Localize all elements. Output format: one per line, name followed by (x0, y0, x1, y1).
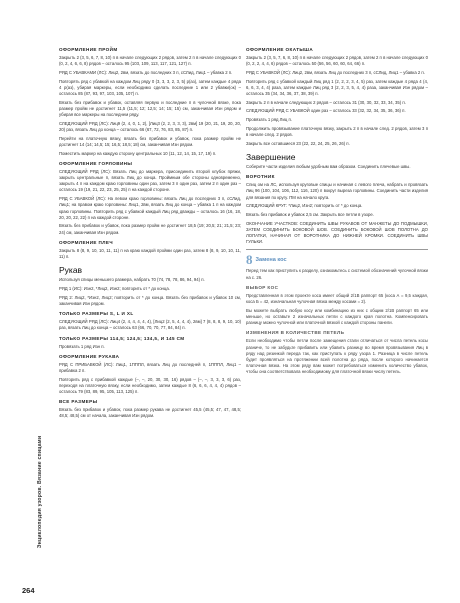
instruction-paragraph: Вы можете выбрать любую косу или комбинацию из них с общим 2/1В раппорт 65 или меньше, но оставьте 2 изначальных петли с каждого края полотна. Компенсировать разницу можно чулочной или платочной вязкой с каждой стороны панели. (246, 307, 428, 326)
section-heading: ОФОРМЛЕНИЕ ОКАТЫША (246, 47, 314, 52)
instruction-paragraph: Повторять ряд с убавкой на каждом Лиц ряду 0 (3, 3, 3, 2, 3, 5) р(аз), затем каждые 4 ряда 4 р(аз), убирая маркеры, если необходимо сделать последние 1 или 2 убавки(ок) – осталось 85 (87, 93, 97, 103, 105, 107) п. (59, 78, 241, 97)
instruction-paragraph: РЯД С УБАВКОЙ (ЛС): Лиц2, 2вм, вязать Лиц до последних 3 п, сСЛид, Лиц1 – убавка 2 п. (246, 69, 425, 75)
instruction-paragraph: СЛЕДУЮЩИЙ РЯД (ЛС): Лиц4 (2, 4, 4, 4, 4, 4), [Лиц2 (2, 5, 4, 4, 4), 2вм] 7 (8, 8, 8, 9, 10, 10) раз, вязать Лиц до конца – осталось 63 (66, 70, 70, 77, 84, 84) п. (59, 319, 241, 331)
instruction-paragraph: Провязать 1 ряд Лиц п. (246, 117, 292, 123)
instruction-paragraph: Провязать 1 ряд Изн п. (59, 343, 105, 349)
section-heading: ВЫБОР КОС (246, 284, 279, 290)
chapter-heading: Завершение (246, 151, 296, 162)
tip-box (246, 249, 428, 375)
instruction-paragraph: Вязать без прибавок и убавок, пока размер пройм не достигнет 18,5 (19; 20,5; 21; 21,5; 23; 24) см, заканчивая Изн рядом. (59, 223, 241, 235)
instruction-paragraph: Вязать без прибавок и убавок, оставляя первую и последние п в чулочной вязке, пока размер пройм не достигнет 11,5 (11,5; 12; 12,5; 14; 15; 15) см, заканчивая Изн рядом и убирая все маркеры на последнем ряду. (59, 99, 241, 118)
instruction-paragraph: РЯД С УБАВКОЙ (ЛС): На левом краю горловины: вязать Лиц до последних 3 п, сСЛид, Лиц1; на правом краю горловины: Лиц1, 2вм, вязать Лиц до конца – убавка 1 п на каждом краю горловины. Повторить ряд с убавкой каждый Лиц ряд дважды – осталось 16 (16, 18, 20, 20, 22, 22) п на каждой стороне. (59, 196, 241, 220)
section-heading: ОФОРМЛЕНИЕ ПРОЙМ (59, 47, 118, 52)
chapter-heading: Рукав (59, 265, 83, 276)
instruction-paragraph: Закрыть 2 п в начале следующих 2 рядов – осталось 31 (30, 30, 32, 33, 34, 35) п. (246, 99, 406, 105)
instruction-paragraph: РЯД С ПРИБАВКОЙ (ЛС): Лиц1, 1ПППЛ, вязать Лиц до последней п, 1ПППЛ, Лиц1 – прибавка 2 п. (59, 361, 241, 373)
section-heading: ТОЛЬКО РАЗМЕРЫ 114,5; 124,5; 134,5, И 145 СМ (59, 335, 185, 341)
tip-number: 8 (246, 252, 253, 268)
left-column (59, 43, 241, 422)
section-heading: ИЗМЕНЕНИЯ В КОЛИЧЕСТВЕ ПЕТЕЛЬ (246, 330, 345, 336)
instruction-paragraph: СЛЕДУЮЩИЙ РЯД (ЛС): Вязать Лиц до маркера, присоединить второй клубок пряжи, закрыть центральные п, вязать Лиц до конца. Проймным обе стороны одновременно, закрыть 4 п на каждом краю горловины один раз, затем 3 п один раз, затем 2 п один раз – осталось 19 (19, 21, 22, 23, 25, 25) п на каждой стороне. (59, 168, 241, 193)
divider (246, 249, 428, 250)
instruction-paragraph: Поместить маркер на каждую сторону центральных 10 (11, 12, 14, 15, 17, 19) п. (59, 150, 217, 156)
instruction-paragraph: ОКОНЧАНИЕ УЧАСТКОВ: СОЕДИНИТЬ ШВЫ РУКАВОВ ОТ МАНЖЕТЫ ДО ПОДМЫШКИ, ЗАТЕМ СОЕДИНИТЬ БОКОВОЙ ШОВ. СОЕДИНИТЬ БОКОВОЙ ШОВ ПОЛОТНА ДО ЛОПАТКИ, НАЧИНАЯ ОТ ВОРОТНИКА ДО НИЖНЕЙ КРОМКИ. СОЕДИНИТЬ ШВЫ ГУЛЬКИ. (246, 220, 428, 245)
instruction-paragraph: Закрыть 8 (8, 9, 10, 10, 11, 11) п на краю каждой пройми один раз, затем 8 (8, 9, 10, 10, 11, 11) п. (59, 247, 241, 260)
tip-header (246, 254, 428, 266)
page-number: 264 (22, 586, 35, 595)
instruction-paragraph: Вязать без прибавок и убавок 2,5 см. Закрыть все петли в узоре. (246, 211, 374, 217)
instruction-paragraph: РЯД С УБАВКАМИ (ЛС): Лиц2, 2вм, вязать до последних 3 п, сСЛид, Лиц1 – убавка 2 п. (59, 69, 233, 75)
instruction-paragraph: Закрыть 2 (3, 5, 7, 6, 8, 10) п в начале следующих 2 рядов, затем 2 п в начале следующих 0 (0, 2, 2, 4, 4, 6) рядов – осталось 50 (56, 56, 60, 60, 64, 66) п. (246, 55, 428, 67)
instruction-paragraph: Соберите части изделия любым удобным вам образом. Соединить плечевые швы. (246, 163, 411, 169)
spine-title: Энциклопедия узоров. Вязание спицами (37, 435, 43, 549)
right-column (246, 43, 428, 378)
instruction-paragraph: Перед тем как приступить к разделу, ознакомьтесь с системой обозначений чулочной вязки на с. 26. (246, 268, 428, 280)
section-heading: ВОРОТНИК (246, 174, 275, 180)
section-heading: ТОЛЬКО РАЗМЕРЫ S, L И XL (59, 311, 134, 317)
instruction-paragraph: Повторить ряд с прибавкой каждые (–, –, 20, 30, 30, 16) рядов – (–, –, 3, 3, 3, 6) раз, переходя на платочную вязку, если необходимо, затем каждые 8 (6, 6, 6, 4, 4, 4) рядов – осталось 79 (83, 89, 95, 105, 113, 125) п. (59, 376, 241, 395)
instruction-paragraph: Перейти на платочную вязку, вязать без прибавок и убавок, пока размер пройм не достигнет 14 (14; 14,5; 15; 16,5; 18,5; 18) см, заканчивая Изн рядом. (59, 135, 241, 147)
instruction-paragraph: Повторить ряд с убавкой каждый Лиц ряд 1 (2, 2, 2, 3, 4, 5) раз, затем каждые 4 ряда 4 (4, 6, 6, 3, 4, 4) раза, затем каждые Лиц ряд 3 (2, 2, 3, 5, 4, 4) раза, заканчивая Изн рядом – осталось 35 (34, 34, 36, 37, 38, 39) п. (246, 78, 428, 97)
instruction-paragraph: РЯД 1 (ИС): Изн2, *Лиц2, Изн2; повторить от * до конца. (59, 285, 170, 291)
instruction-paragraph: Закрыть 2 (3, 5, 6, 7, 8, 10) п в начале следующих 2 рядов, затем 2 п в начале следующих 0 (0, 2, 4, 6, 6, 8) рядов – осталось 95 (103, 109, 113, 117, 121, 127) п. (59, 55, 241, 67)
instruction-paragraph: Если необходимо чтобы петли после замещения стали отличаться от числа петель косы разниче, то не забудьте прибавить или убавить разницу во время провязывания Лиц в ряду над резинкой переда так, как приступать к ряду узора 1. Разница в числе петель будет проявляться на протяжении всей полотна до ряда, после которого начинается платочная вязка. На этом ряду вам может потребоваться изменить количество убавок, чтобы она соответствовала необходимому для платочной вязки числу петель. (246, 338, 428, 375)
tip-title: Замена кос (255, 257, 287, 264)
instruction-paragraph: Используя спицы меньшего размера, набрать 70 (74, 78, 78, 86, 94, 94) п. (59, 277, 205, 283)
section-heading: ОФОРМЛЕНИЕ РУКАВА (59, 353, 120, 359)
instruction-paragraph: Вязать без прибавок и убавок, пока размер рукава не достигнет 45,5 (45,5; 47, 47, 48,5; 48,5; 48,5) см от начала, заканчивая Изн рядом. (59, 407, 241, 419)
instruction-paragraph: СЛЕДУЮЩИЙ РЯД (ЛС): Лиц9 (2, 4, 0, 1, 2), [Лиц3 (2, 2, 3, 3, 3), 2вм] 19 (20, 21, 19, 20, 20, 20) раз, вязать Лиц до конца – осталось 66 (67, 72, 76, 83, 85, 87) п. (59, 120, 241, 133)
section-heading: ОФОРМЛЕНИЕ ПЛЕЧ (59, 239, 113, 245)
instruction-paragraph: СЛЕДУЮЩИЙ КРУГ: *Лиц2, Изн2; повторить от * до конца. (246, 203, 363, 209)
tip-body (246, 268, 428, 375)
instruction-paragraph: РЯД 2: Лиц2, *Изн2, Лиц2; повторить от * до конца. Вязать без прибавок и убавок 10 см, заканчивая Изн рядом. (59, 294, 241, 306)
instruction-paragraph: Закрыть все оставшиеся 23 (22, 22, 24, 25, 26, 26) п. (246, 140, 350, 146)
instruction-paragraph: Продолжить провязывание платочную вязку, закрыть 2 п в начале след. 2 рядов, затем 3 п в начале след. 2 рядов. (246, 125, 428, 138)
instruction-paragraph: Представленная в этом проекте коса имеет общий 2/1В раппорт 65 (коса А = 9,5 каждая, коса Б = 42, изначальная чулочная вязка между косами = 2). (246, 292, 428, 305)
instruction-paragraph: СЛЕДУЮЩИЙ РЯД С УБАВКОЙ один раз – осталось 33 (32, 32, 34, 35, 36, 36) п. (246, 108, 406, 114)
instruction-paragraph: Спиц ом на ЛС, используя круговые спицы и начиная с левого плеча, набрать и провязать Лиц 96 (100, 104, 106, 112, 116, 120) п вокруг выреза горловины. Соединить части изделия для вязания по кругу. ПМ на начало круга. (246, 182, 428, 200)
section-heading: ВСЕ РАЗМЕРЫ (59, 399, 98, 405)
section-heading: ОФОРМЛЕНИЕ ГОРЛОВИНЫ (59, 160, 133, 166)
spine (34, 405, 46, 585)
